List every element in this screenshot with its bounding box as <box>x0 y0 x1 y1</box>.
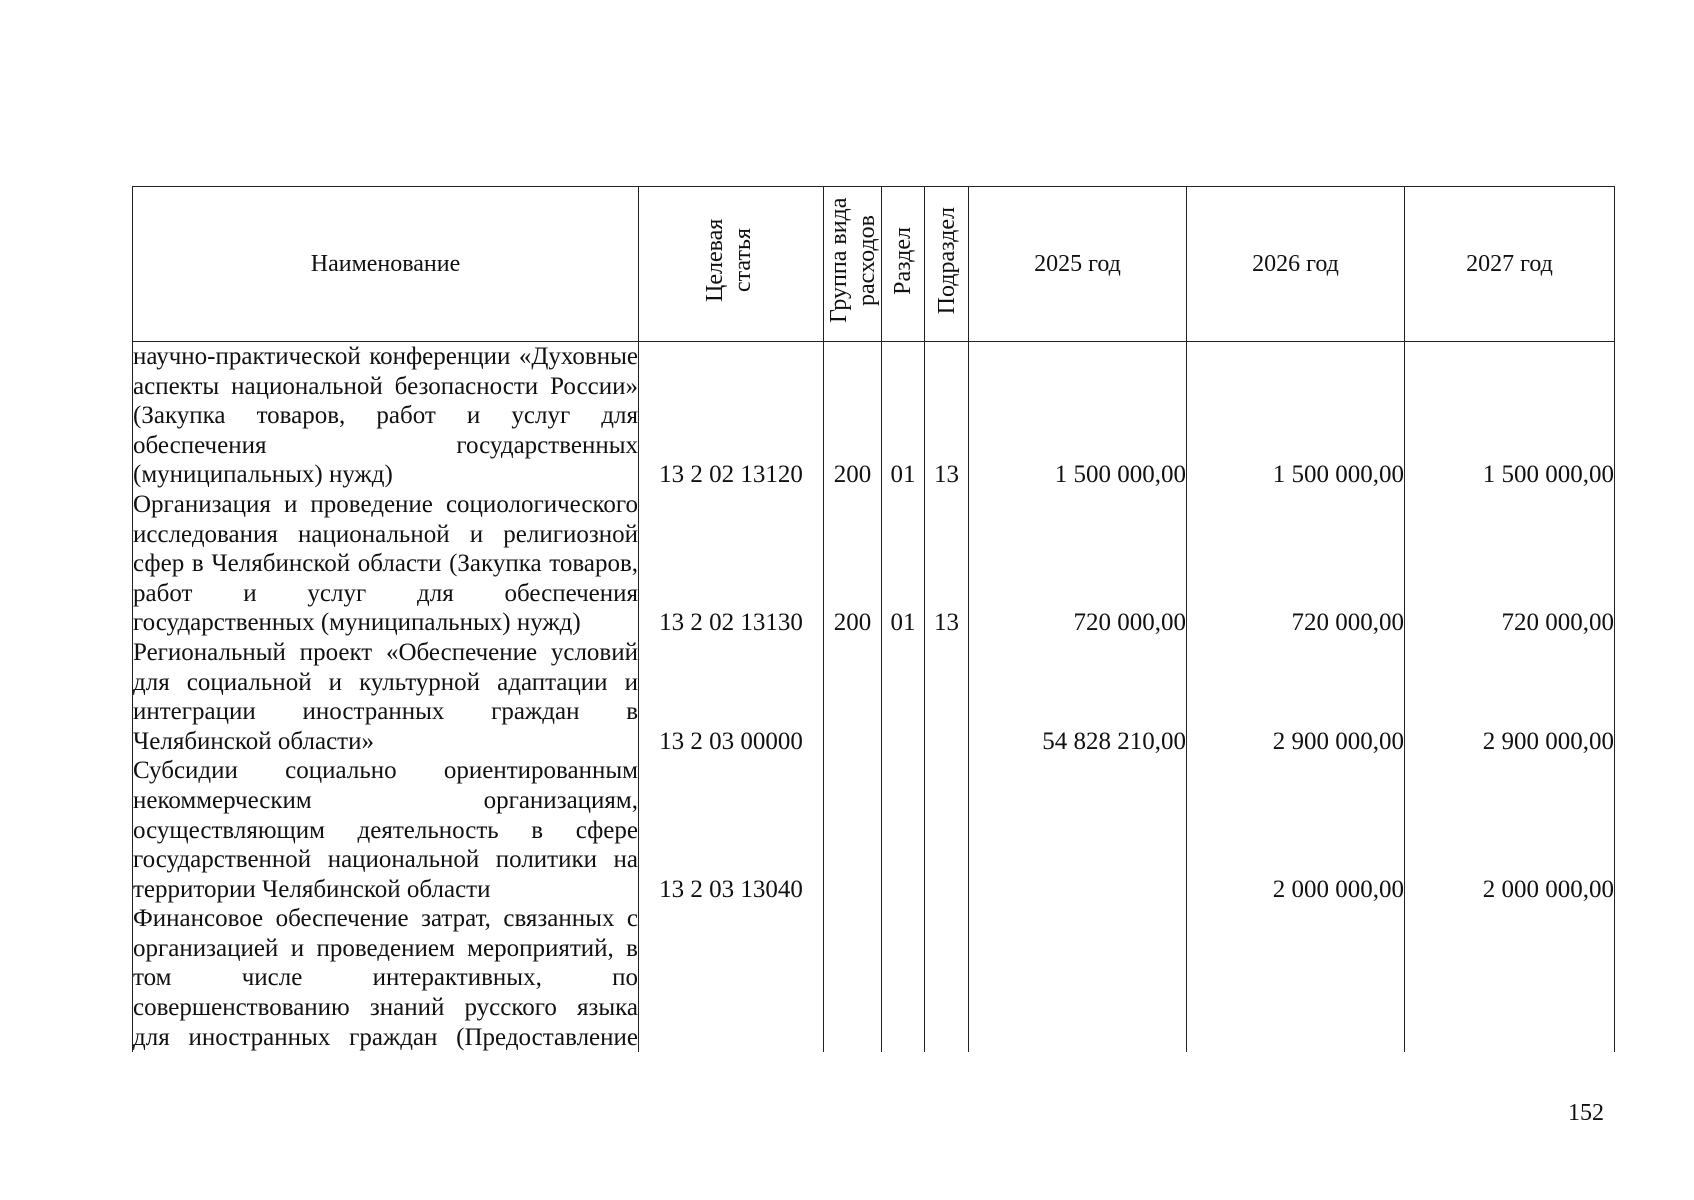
table-body <box>133 342 1615 1053</box>
row-section <box>882 638 925 756</box>
header-year-2027: 2027 год <box>1405 187 1615 342</box>
row-subsection <box>925 638 969 756</box>
table-row <box>133 756 1615 904</box>
row-amount-2026: 2 900 000,00 <box>1187 638 1405 756</box>
row-group: 200 <box>824 490 882 638</box>
row-section: 01 <box>882 490 925 638</box>
row-amount-2027: 1 500 000,00 <box>1405 342 1615 490</box>
row-amount-2025 <box>969 756 1187 904</box>
row-code: 13 2 02 13130 <box>639 490 824 638</box>
row-subsection <box>925 904 969 1052</box>
row-amount-2025 <box>969 904 1187 1052</box>
row-amount-2027: 720 000,00 <box>1405 490 1615 638</box>
row-amount-2027: 2 000 000,00 <box>1405 756 1615 904</box>
row-code: 13 2 02 13120 <box>639 342 824 490</box>
table-row <box>133 638 1615 756</box>
row-section <box>882 756 925 904</box>
row-section <box>882 904 925 1052</box>
row-name: научно-практической конференции «Духовные аспекты национальной безопасности России» (Закупка товаров, работ и услуг для обеспечения государственных (муниципальных) нужд) <box>133 343 638 489</box>
row-group <box>824 756 882 904</box>
header-target-article: Целевая статья <box>639 187 824 342</box>
row-group: 200 <box>824 342 882 490</box>
row-subsection: 13 <box>925 342 969 490</box>
table-header <box>133 187 1615 342</box>
row-amount-2026 <box>1187 904 1405 1052</box>
row-name: Региональный проект «Обеспечение условий для социальной и культурной адаптации и интеграции иностранных граждан в Челябинской области» <box>133 638 638 755</box>
table-row <box>133 904 1615 1052</box>
header-name: Наименование <box>133 187 639 342</box>
row-amount-2025: 1 500 000,00 <box>969 342 1187 490</box>
row-code: 13 2 03 13040 <box>639 756 824 904</box>
row-name: Организация и проведение социологического исследования национальной и религиозной сфер в Челябинской области (Закупка товаров, работ и услуг для обеспечения государственных (муниципальных) нужд) <box>133 490 638 637</box>
row-amount-2027 <box>1405 904 1615 1052</box>
page-number: 152 <box>1568 1100 1604 1126</box>
header-section: Раздел <box>882 187 925 342</box>
row-name: Субсидии социально ориентированным некоммерческим организациям, осуществляющим деятельность в сфере государственной национальной политики на территории Челябинской области <box>133 757 638 903</box>
row-amount-2026: 2 000 000,00 <box>1187 756 1405 904</box>
row-subsection <box>925 756 969 904</box>
row-amount-2025: 54 828 210,00 <box>969 638 1187 756</box>
header-year-2026: 2026 год <box>1187 187 1405 342</box>
header-subsection: Подраздел <box>925 187 969 342</box>
table-row <box>133 342 1615 490</box>
budget-table <box>132 186 1615 1052</box>
row-code: 13 2 03 00000 <box>639 638 824 756</box>
row-section: 01 <box>882 342 925 490</box>
row-group <box>824 638 882 756</box>
row-amount-2026: 720 000,00 <box>1187 490 1405 638</box>
header-expense-group: Группа вида расходов <box>824 187 882 342</box>
table-row <box>133 490 1615 638</box>
row-amount-2025: 720 000,00 <box>969 490 1187 638</box>
row-group <box>824 904 882 1052</box>
header-year-2025: 2025 год <box>969 187 1187 342</box>
row-subsection: 13 <box>925 490 969 638</box>
row-name: Финансовое обеспечение затрат, связанных с организацией и проведением мероприятий, в том числе интерактивных, по совершенствованию знаний русского языка для иностранных граждан (Предоставление <box>133 905 638 1051</box>
row-amount-2027: 2 900 000,00 <box>1405 638 1615 756</box>
row-code <box>639 904 824 1052</box>
row-amount-2026: 1 500 000,00 <box>1187 342 1405 490</box>
